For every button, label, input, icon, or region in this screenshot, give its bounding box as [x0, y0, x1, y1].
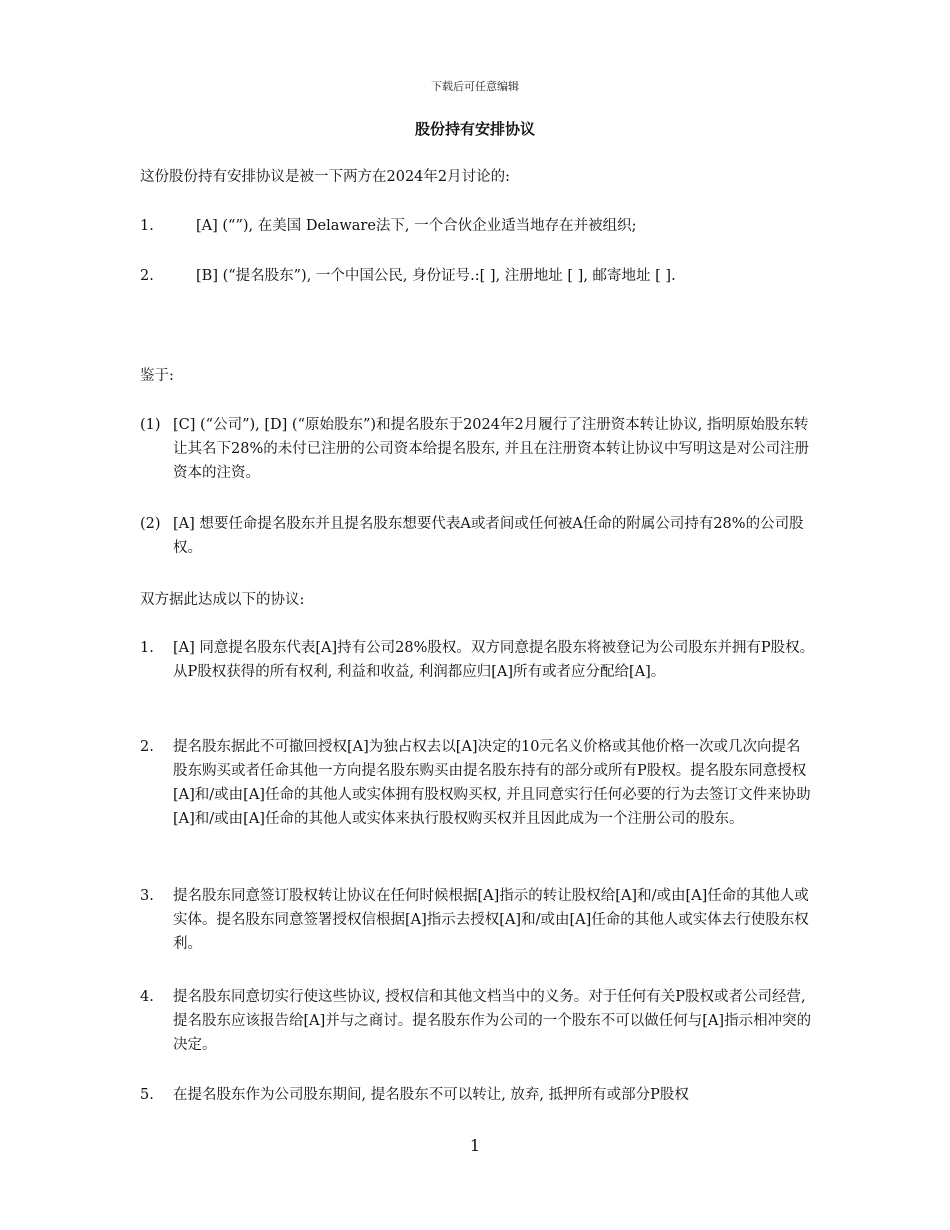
party-number: 1.: [140, 218, 154, 234]
whereas-label: 鉴于:: [140, 368, 174, 384]
clause-number: 1.: [140, 640, 154, 656]
header-note: 下载后可任意编辑: [431, 80, 519, 93]
clause-item: [140, 636, 815, 684]
party-number: 2.: [140, 268, 154, 284]
recital-number: (1): [140, 417, 161, 433]
clause-text: 在提名股东作为公司股东期间, 提名股东不可以转让, 放弃, 抵押所有或部分P股权: [173, 1087, 689, 1103]
agreement-label: 双方据此达成以下的协议:: [140, 592, 305, 608]
party-text: [A] (“”), 在美国 Delaware法下, 一个合伙企业适当地存在并被组织;: [196, 218, 637, 234]
intro-paragraph: 这份股份持有安排协议是被一下两方在2024年2月讨论的:: [140, 169, 511, 185]
page-number: 1: [469, 1136, 481, 1155]
clause-text: 提名股东同意切实行使这些协议, 授权信和其他文档当中的义务。对于任何有关P股权或者公司经营, 提名股东应该报告给[A]并与之商讨。提名股东作为公司的一个股东不可以做任何与[A]指示相冲突的决定。: [173, 989, 812, 1053]
clause-item: [140, 884, 815, 956]
clause-text: [A] 同意提名股东代表[A]持有公司28%股权。双方同意提名股东将被登记为公司股东并拥有P股权。从P股权获得的所有权利, 利益和收益, 利润都应归[A]所有或者应分配给[A]。: [173, 640, 815, 680]
recital-item: [140, 512, 815, 560]
document-title: 股份持有安排协议: [414, 120, 535, 138]
clause-number: 5.: [140, 1087, 154, 1103]
party-item: [140, 214, 815, 238]
clause-item: [140, 735, 815, 831]
party-text: [B] (“提名股东”), 一个中国公民, 身份证号.:[ ], 注册地址 [ ], 邮寄地址 [ ].: [196, 268, 676, 284]
clause-number: 2.: [140, 739, 154, 755]
clause-item: [140, 1083, 815, 1107]
clause-number: 4.: [140, 989, 154, 1005]
recital-number: (2): [140, 516, 161, 532]
party-item: [140, 264, 815, 288]
clause-text: 提名股东同意签订股权转让协议在任何时候根据[A]指示的转让股权给[A]和/或由[A]任命的其他人或实体。提名股东同意签署授权信根据[A]指示去授权[A]和/或由[A]任命的其他人或实体去行使股东权利。: [173, 888, 809, 952]
recital-text: [A] 想要任命提名股东并且提名股东想要代表A或者间或任何被A任命的附属公司持有28%的公司股权。: [173, 516, 804, 556]
recital-text: [C] (“公司”), [D] (“原始股东”)和提名股东于2024年2月履行了注册资本转让协议, 指明原始股东转让其名下28%的未付已注册的公司资本给提名股东, 并且在注册资本转让协议中写明这是对公司注册资本的注资。: [173, 417, 809, 481]
recital-item: [140, 413, 815, 485]
clause-number: 3.: [140, 888, 154, 904]
clause-item: [140, 985, 815, 1057]
clause-text: 提名股东据此不可撤回授权[A]为独占权去以[A]决定的10元名义价格或其他价格一次或几次向提名股东购买或者任命其他一方向提名股东购买由提名股东持有的部分或所有P股权。提名股东同意授权[A]和/或由[A]任命的其他人或实体拥有股权购买权, 并且同意实行任何必要的行为去签订文件来协助[A]和/或由[A]任命的其他人或实体来执行股权购买权并且因此成为一个注册公司的股东。: [173, 739, 811, 827]
